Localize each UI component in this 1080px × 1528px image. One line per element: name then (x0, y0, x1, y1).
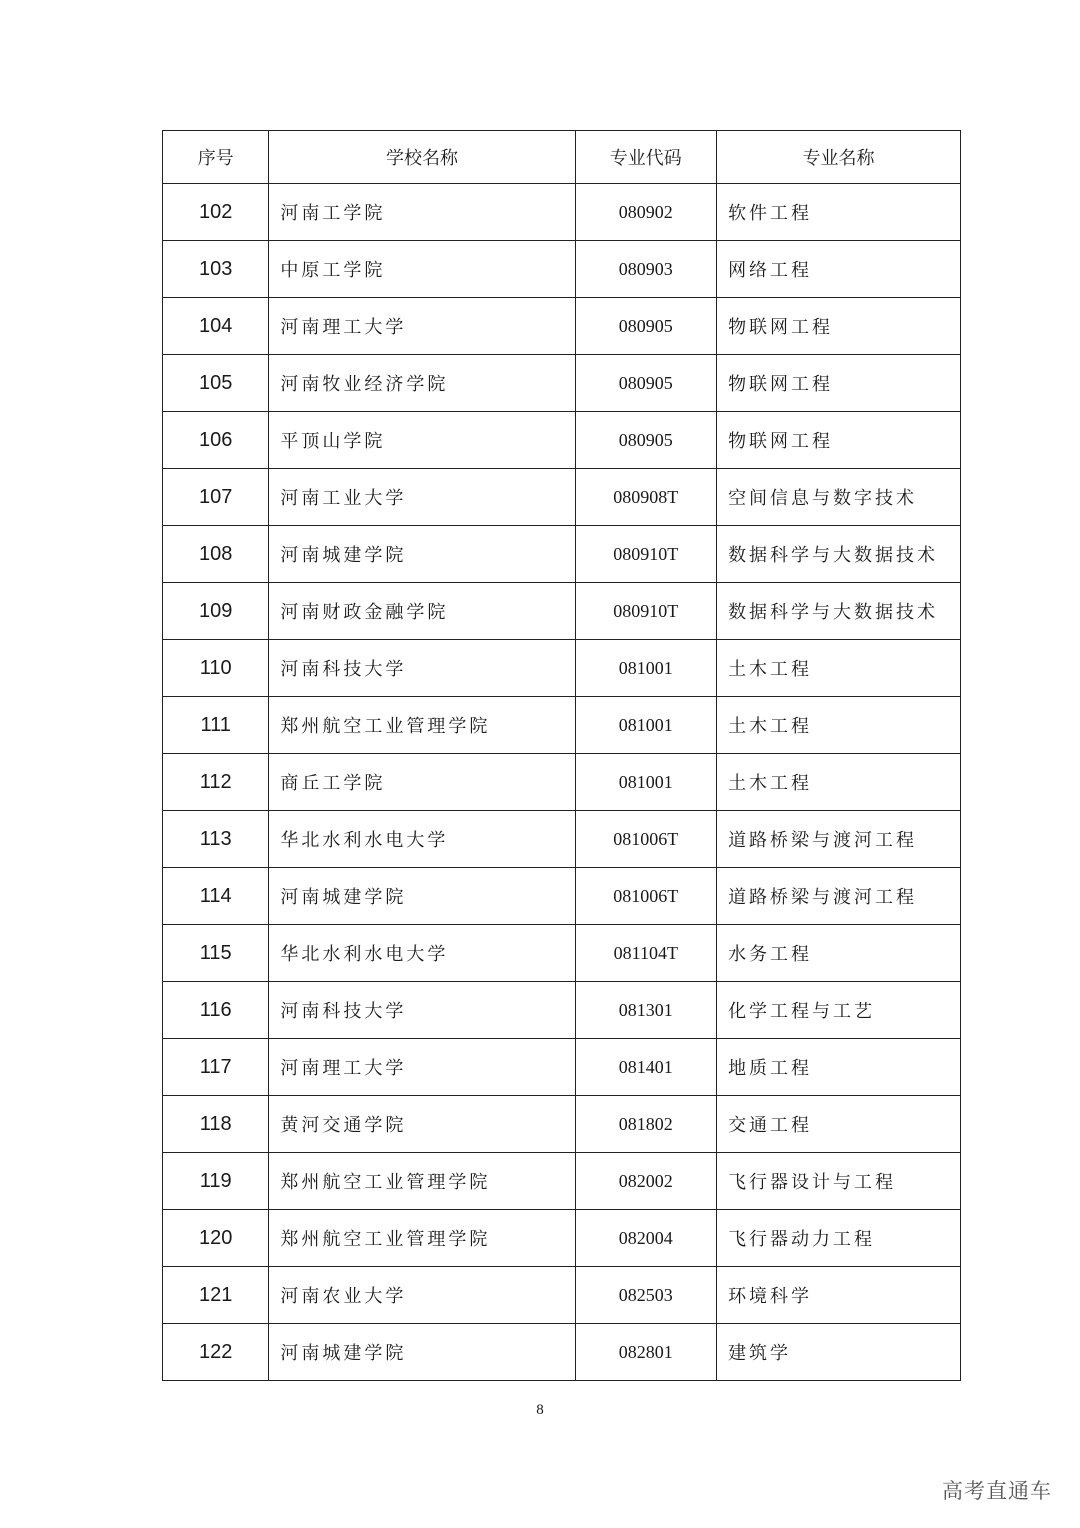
cell-seq: 103 (163, 241, 269, 298)
cell-seq: 104 (163, 298, 269, 355)
cell-seq: 116 (163, 982, 269, 1039)
cell-major: 水务工程 (717, 925, 961, 982)
header-seq: 序号 (163, 131, 269, 184)
cell-code: 082004 (575, 1210, 717, 1267)
cell-code: 082002 (575, 1153, 717, 1210)
cell-major: 道路桥梁与渡河工程 (717, 868, 961, 925)
cell-major: 飞行器动力工程 (717, 1210, 961, 1267)
cell-seq: 115 (163, 925, 269, 982)
cell-major: 飞行器设计与工程 (717, 1153, 961, 1210)
cell-seq: 114 (163, 868, 269, 925)
cell-major: 物联网工程 (717, 355, 961, 412)
cell-major: 环境科学 (717, 1267, 961, 1324)
cell-code: 080910T (575, 526, 717, 583)
cell-school: 河南科技大学 (269, 982, 575, 1039)
watermark: 高考直通车 (942, 1479, 1052, 1503)
cell-code: 081104T (575, 925, 717, 982)
cell-code: 081001 (575, 754, 717, 811)
table-row (163, 925, 961, 982)
table-row (163, 1039, 961, 1096)
cell-major: 物联网工程 (717, 298, 961, 355)
cell-seq: 122 (163, 1324, 269, 1381)
table-row (163, 1324, 961, 1381)
cell-code: 080905 (575, 412, 717, 469)
table-row (163, 469, 961, 526)
cell-code: 080905 (575, 355, 717, 412)
cell-seq: 121 (163, 1267, 269, 1324)
cell-code: 081001 (575, 697, 717, 754)
table-row (163, 298, 961, 355)
cell-school: 商丘工学院 (269, 754, 575, 811)
cell-school: 华北水利水电大学 (269, 925, 575, 982)
table-row (163, 754, 961, 811)
cell-school: 河南农业大学 (269, 1267, 575, 1324)
cell-seq: 112 (163, 754, 269, 811)
cell-seq: 119 (163, 1153, 269, 1210)
header-code: 专业代码 (575, 131, 717, 184)
cell-major: 土木工程 (717, 640, 961, 697)
cell-school: 河南科技大学 (269, 640, 575, 697)
cell-school: 郑州航空工业管理学院 (269, 697, 575, 754)
cell-school: 中原工学院 (269, 241, 575, 298)
cell-code: 080908T (575, 469, 717, 526)
cell-school: 黄河交通学院 (269, 1096, 575, 1153)
cell-school: 河南城建学院 (269, 526, 575, 583)
page-number: 8 (536, 1402, 544, 1418)
cell-seq: 106 (163, 412, 269, 469)
cell-major: 道路桥梁与渡河工程 (717, 811, 961, 868)
cell-school: 河南理工大学 (269, 1039, 575, 1096)
table-row (163, 1096, 961, 1153)
table-row (163, 184, 961, 241)
cell-major: 土木工程 (717, 754, 961, 811)
table-row (163, 355, 961, 412)
cell-school: 河南工业大学 (269, 469, 575, 526)
cell-school: 郑州航空工业管理学院 (269, 1153, 575, 1210)
cell-seq: 117 (163, 1039, 269, 1096)
table-row (163, 640, 961, 697)
cell-code: 081401 (575, 1039, 717, 1096)
table-body (163, 184, 961, 1381)
majors-table (162, 130, 961, 1381)
cell-code: 081802 (575, 1096, 717, 1153)
cell-code: 081006T (575, 868, 717, 925)
cell-major: 土木工程 (717, 697, 961, 754)
cell-major: 空间信息与数字技术 (717, 469, 961, 526)
cell-major: 数据科学与大数据技术 (717, 583, 961, 640)
table-row (163, 697, 961, 754)
cell-school: 郑州航空工业管理学院 (269, 1210, 575, 1267)
header-row (163, 131, 961, 184)
cell-code: 081001 (575, 640, 717, 697)
header-school: 学校名称 (269, 131, 575, 184)
cell-major: 软件工程 (717, 184, 961, 241)
cell-code: 080903 (575, 241, 717, 298)
cell-code: 080902 (575, 184, 717, 241)
cell-seq: 113 (163, 811, 269, 868)
cell-major: 数据科学与大数据技术 (717, 526, 961, 583)
cell-code: 080905 (575, 298, 717, 355)
cell-code: 080910T (575, 583, 717, 640)
cell-major: 地质工程 (717, 1039, 961, 1096)
cell-school: 华北水利水电大学 (269, 811, 575, 868)
cell-seq: 111 (163, 697, 269, 754)
table-row (163, 583, 961, 640)
table-row (163, 1210, 961, 1267)
table-row (163, 811, 961, 868)
table-header (163, 131, 961, 184)
table-row (163, 1153, 961, 1210)
cell-school: 平顶山学院 (269, 412, 575, 469)
table-row (163, 241, 961, 298)
cell-seq: 105 (163, 355, 269, 412)
table-row (163, 982, 961, 1039)
cell-code: 081006T (575, 811, 717, 868)
cell-school: 河南理工大学 (269, 298, 575, 355)
cell-school: 河南牧业经济学院 (269, 355, 575, 412)
cell-major: 物联网工程 (717, 412, 961, 469)
table-row (163, 1267, 961, 1324)
cell-seq: 108 (163, 526, 269, 583)
cell-major: 建筑学 (717, 1324, 961, 1381)
cell-seq: 102 (163, 184, 269, 241)
cell-seq: 118 (163, 1096, 269, 1153)
table-row (163, 412, 961, 469)
cell-seq: 110 (163, 640, 269, 697)
table-row (163, 526, 961, 583)
cell-school: 河南财政金融学院 (269, 583, 575, 640)
cell-school: 河南城建学院 (269, 1324, 575, 1381)
cell-code: 081301 (575, 982, 717, 1039)
cell-seq: 107 (163, 469, 269, 526)
table-row (163, 868, 961, 925)
cell-code: 082801 (575, 1324, 717, 1381)
cell-major: 交通工程 (717, 1096, 961, 1153)
cell-seq: 120 (163, 1210, 269, 1267)
cell-code: 082503 (575, 1267, 717, 1324)
cell-major: 网络工程 (717, 241, 961, 298)
cell-major: 化学工程与工艺 (717, 982, 961, 1039)
header-major: 专业名称 (717, 131, 961, 184)
cell-seq: 109 (163, 583, 269, 640)
cell-school: 河南城建学院 (269, 868, 575, 925)
cell-school: 河南工学院 (269, 184, 575, 241)
